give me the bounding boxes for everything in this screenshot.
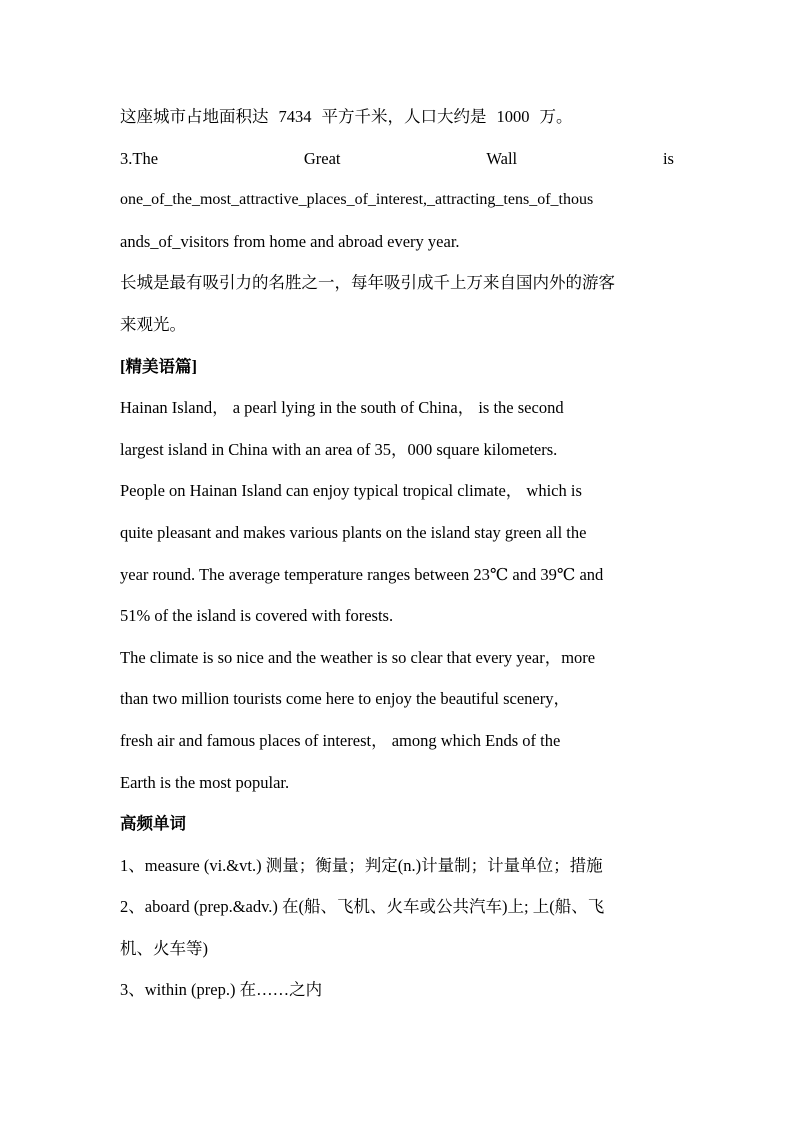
passage-line-9: fresh air and famous places of interest， among which Ends of the <box>120 730 561 750</box>
passage-line-4: quite pleasant and makes various plants on the island stay green all the <box>120 522 587 542</box>
vocab-heading: 高频单词 <box>120 814 186 834</box>
passage-line-5: year round. The average temperature ranges between 23℃ and 39℃ and <box>120 564 604 584</box>
sentence3-line3: ands_of_visitors from home and abroad every year. <box>120 231 460 251</box>
vocab-item-1: 1、measure (vi.&vt.) 测量；衡量；判定(n.)计量制；计量单位；措施 <box>120 855 603 875</box>
passage-line-7: The climate is so nice and the weather is so clear that every year，more <box>120 647 596 667</box>
document-page <box>120 96 674 1011</box>
passage-line-3: People on Hainan Island can enjoy typical tropical climate， which is <box>120 481 582 501</box>
sentence-zh-part1: 这座城市占地面积达 <box>120 107 269 126</box>
passage-line-1 <box>120 387 674 429</box>
vocab-item-2: 2、aboard (prep.&adv.) 在(船、飞机、火车或公共汽车)上; 上(船、飞 <box>120 897 605 917</box>
sentence3-line1 <box>120 138 674 180</box>
passage-line-10: Earth is the most popular. <box>120 772 290 792</box>
sentence3-line2: one_of_the_most_attractive_places_of_interest,_attracting_tens_of_thous <box>120 191 594 209</box>
passage-line-1-text: Hainan Island， a pearl lying in the south of China， is the second <box>120 398 564 418</box>
passage-line-6: 51% of the island is covered with forests. <box>120 606 394 626</box>
vocab-item-3: 3、within (prep.) 在……之内 <box>120 980 323 1000</box>
sentence-zh-area-population <box>120 96 674 138</box>
sentence3-zh-line1: 长城是最有吸引力的名胜之一，每年吸引成千上万来自国内外的游客 <box>120 273 615 293</box>
sentence3-word-4: is <box>662 148 674 168</box>
sentence3-zh-line2: 来观光。 <box>120 314 186 334</box>
area-value: 7434 <box>278 107 312 126</box>
sentence3-word-2: Great <box>303 148 341 168</box>
passage-line-2: largest island in China with an area of 35，000 square kilometers. <box>120 439 558 459</box>
sentence-zh-part2: 平方千米，人口大约是 <box>321 107 487 126</box>
sentence3-word-1: 3.The <box>120 148 159 168</box>
passage-line-8: than two million tourists come here to enjoy the beautiful scenery， <box>120 689 570 709</box>
vocab-item-2-cont: 机、火车等) <box>120 938 208 958</box>
sentence-zh-part3: 万。 <box>539 107 573 126</box>
passage-heading: [精美语篇] <box>120 356 197 376</box>
sentence3-word-3: Wall <box>486 148 518 168</box>
population-value: 1000 <box>496 107 530 126</box>
